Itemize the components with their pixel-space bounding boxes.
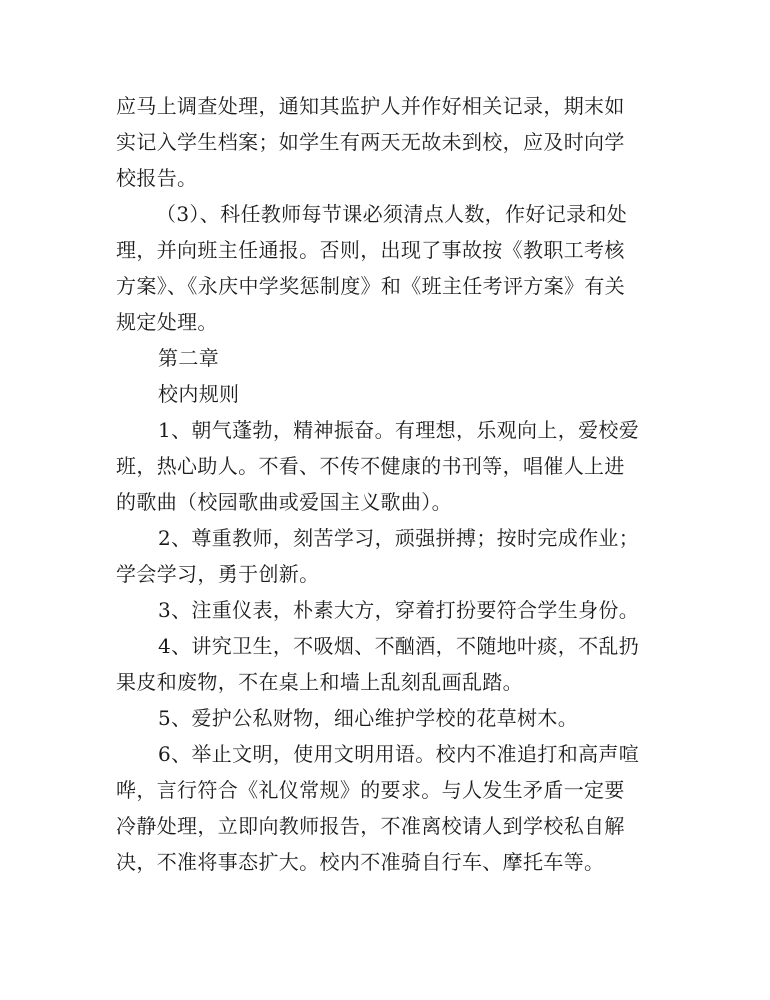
text-line: 3、注重仪表，朴素大方，穿着打扮要符合学生身份。 — [158, 598, 640, 622]
text-line: 果皮和废物，不在桌上和墙上乱刻乱画乱踏。 — [116, 670, 523, 694]
text-line: 理，并向班主任通报。否则，出现了事故按《教职工考核 — [116, 238, 625, 262]
text-line: 4、讲究卫生，不吸烟、不酗酒，不随地叶痰，不乱扔 — [158, 634, 640, 658]
text-line: 5、爱护公私财物，细心维护学校的花草树木。 — [158, 706, 579, 730]
rule-item-6 — [116, 736, 656, 880]
chapter-heading — [116, 340, 656, 376]
text-line: （3）、科任教师每节课必须清点人数，作好记录和处 — [156, 202, 628, 226]
text-line: 6、举止文明，使用文明用语。校内不准追打和高声喧 — [158, 742, 640, 766]
paragraph-continuation — [116, 88, 656, 196]
text-line: 实记入学生档案；如学生有两天无故未到校，应及时向学 — [116, 130, 625, 154]
section-title: 校内规则 — [158, 382, 240, 406]
chapter-title: 第二章 — [158, 346, 220, 370]
paragraph-item-3 — [116, 196, 656, 340]
text-line: 哗，言行符合《礼仪常规》的要求。与人发生矛盾一定要 — [116, 778, 625, 802]
text-line: 的歌曲（校园歌曲或爱国主义歌曲）。 — [116, 490, 452, 514]
rule-item-3 — [116, 592, 656, 628]
text-line: 1、朝气蓬勃，精神振奋。有理想，乐观向上，爱校爱 — [158, 418, 640, 442]
text-line: 校报告。 — [116, 166, 198, 190]
rule-item-2 — [116, 520, 656, 592]
text-line: 方案》、《永庆中学奖惩制度》和《班主任考评方案》有关 — [116, 274, 626, 298]
text-line: 冷静处理，立即向教师报告，不准离校请人到学校私自解 — [116, 814, 625, 838]
document-body — [116, 88, 656, 880]
rule-item-1 — [116, 412, 656, 520]
text-line: 应马上调查处理，通知其监护人并作好相关记录，期末如 — [116, 94, 625, 118]
rule-item-4 — [116, 628, 656, 700]
rule-item-5 — [116, 700, 656, 736]
text-line: 班，热心助人。不看、不传不健康的书刊等，唱催人上进 — [116, 454, 625, 478]
text-line: 学会学习，勇于创新。 — [116, 562, 320, 586]
section-heading — [116, 376, 656, 412]
text-line: 决，不准将事态扩大。校内不准骑自行车、摩托车等。 — [116, 850, 605, 874]
text-line: 规定处理。 — [116, 310, 218, 334]
text-line: 2、尊重教师，刻苦学习，顽强拼搏；按时完成作业； — [158, 526, 640, 550]
